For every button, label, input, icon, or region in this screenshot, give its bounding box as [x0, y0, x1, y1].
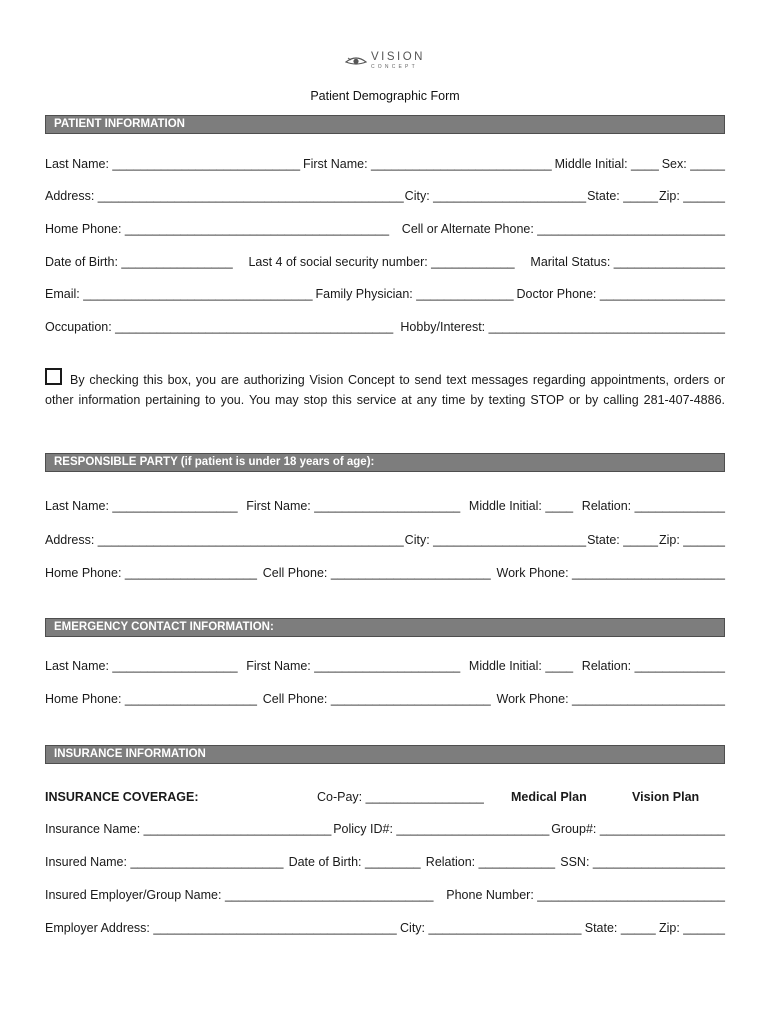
responsible-row-phone — [45, 565, 725, 581]
rp-zip-field[interactable]: Zip: ______ — [658, 533, 725, 547]
first-name-field[interactable]: First Name: __________________________ — [302, 157, 552, 171]
consent-line-1: By checking this box, you are authorizing Vision Concept to send text messages regarding appointments, orders or — [70, 373, 725, 387]
employer-city-field[interactable]: City: ______________________ — [400, 921, 582, 935]
insured-ssn-field[interactable]: SSN: ___________________ — [560, 855, 725, 869]
emergency-row-phone — [45, 691, 725, 707]
group-number-field[interactable]: Group#: __________________ — [551, 822, 725, 836]
ec-work-phone-field[interactable]: Work Phone: ______________________ — [496, 692, 725, 706]
text-consent-checkbox[interactable] — [45, 368, 62, 385]
ec-cell-phone-field[interactable]: Cell Phone: _______________________ — [262, 692, 491, 706]
rp-state-field[interactable]: State: _____ — [587, 533, 658, 547]
insurance-row-name — [45, 821, 725, 837]
ec-last-name-field[interactable]: Last Name: __________________ — [45, 659, 238, 673]
vision-plan-label: Vision Plan — [632, 790, 700, 804]
marital-status-field[interactable]: Marital Status: ________________ — [530, 255, 725, 269]
patient-row-name — [45, 156, 725, 172]
rp-cell-phone-field[interactable]: Cell Phone: _______________________ — [262, 566, 491, 580]
address-field[interactable]: Address: ____________________________________________ — [45, 189, 404, 203]
ec-home-phone-field[interactable]: Home Phone: ___________________ — [45, 692, 257, 706]
medical-plan-label: Medical Plan — [511, 790, 587, 804]
insured-relation-field[interactable]: Relation: ___________ — [425, 855, 556, 869]
rp-city-field[interactable]: City: ______________________ — [404, 533, 587, 547]
patient-row-occupation — [45, 319, 725, 335]
email-field[interactable]: Email: _________________________________ — [45, 287, 313, 301]
home-phone-field[interactable]: Home Phone: ______________________________________ — [45, 222, 390, 236]
ec-middle-initial-field[interactable]: Middle Initial: ____ — [468, 659, 574, 673]
eye-logo-icon — [345, 55, 367, 67]
insurance-coverage-label: INSURANCE COVERAGE: — [45, 790, 199, 804]
vision-concept-logo — [0, 52, 770, 70]
copay-field[interactable]: Co-Pay: _________________ — [317, 790, 484, 804]
rp-last-name-field[interactable]: Last Name: __________________ — [45, 499, 238, 513]
responsible-row-address — [45, 532, 725, 548]
cell-phone-field[interactable]: Cell or Alternate Phone: ___________________________ — [401, 222, 725, 236]
responsible-row-name — [45, 498, 725, 514]
family-physician-field[interactable]: Family Physician: ______________ — [315, 287, 514, 301]
emergency-row-name — [45, 658, 725, 674]
state-field[interactable]: State: _____ — [587, 189, 658, 203]
consent-line-2: other information pertaining to you. You may stop this service at any time by texting STOP or by calling 281-407-4886. — [45, 393, 725, 407]
rp-home-phone-field[interactable]: Home Phone: ___________________ — [45, 566, 257, 580]
insurance-row-employer-address — [45, 920, 725, 936]
rp-relation-field[interactable]: Relation: _____________ — [581, 499, 725, 513]
section-header-insurance-information: INSURANCE INFORMATION — [45, 745, 725, 764]
patient-row-address — [45, 188, 725, 204]
logo-vision-text: VISION — [371, 51, 425, 63]
employer-zip-field[interactable]: Zip: ______ — [658, 921, 725, 935]
rp-first-name-field[interactable]: First Name: _____________________ — [246, 499, 461, 513]
section-header-responsible-party: RESPONSIBLE PARTY (if patient is under 18 years of age): — [45, 453, 725, 472]
policy-id-field[interactable]: Policy ID#: ______________________ — [333, 822, 550, 836]
middle-initial-field[interactable]: Middle Initial: ____ — [554, 157, 659, 171]
rp-work-phone-field[interactable]: Work Phone: ______________________ — [496, 566, 725, 580]
insured-name-field[interactable]: Insured Name: ______________________ — [45, 855, 284, 869]
section-header-patient-information: PATIENT INFORMATION — [45, 115, 725, 134]
insurance-row-employer — [45, 887, 725, 903]
insured-dob-field[interactable]: Date of Birth: ________ — [288, 855, 421, 869]
date-of-birth-field[interactable]: Date of Birth: ________________ — [45, 255, 233, 269]
employer-address-field[interactable]: Employer Address: ___________________________________ — [45, 921, 397, 935]
rp-middle-initial-field[interactable]: Middle Initial: ____ — [468, 499, 574, 513]
doctor-phone-field[interactable]: Doctor Phone: __________________ — [516, 287, 725, 301]
insured-employer-field[interactable]: Insured Employer/Group Name: ______________________________ — [45, 888, 434, 902]
city-field[interactable]: City: ______________________ — [404, 189, 587, 203]
ssn-last4-field[interactable]: Last 4 of social security number: ____________ — [248, 255, 515, 269]
form-title: Patient Demographic Form — [310, 89, 460, 103]
sex-field[interactable]: Sex: _____ — [661, 157, 725, 171]
insurance-name-field[interactable]: Insurance Name: ___________________________ — [45, 822, 332, 836]
logo-concept-text: CONCEPT — [371, 63, 418, 70]
hobby-field[interactable]: Hobby/Interest: __________________________________ — [400, 320, 725, 334]
ec-first-name-field[interactable]: First Name: _____________________ — [246, 659, 461, 673]
zip-field[interactable]: Zip: ______ — [658, 189, 725, 203]
patient-row-email — [45, 286, 725, 302]
employer-phone-field[interactable]: Phone Number: ___________________________ — [446, 888, 725, 902]
patient-row-dob — [45, 254, 725, 270]
ec-relation-field[interactable]: Relation: _____________ — [581, 659, 725, 673]
employer-state-field[interactable]: State: _____ — [584, 921, 656, 935]
rp-address-field[interactable]: Address: ____________________________________________ — [45, 533, 404, 547]
last-name-field[interactable]: Last Name: ___________________________ — [45, 157, 301, 171]
insurance-coverage-row — [45, 789, 725, 805]
patient-row-phone — [45, 221, 725, 237]
insurance-row-insured — [45, 854, 725, 870]
section-header-emergency-contact: EMERGENCY CONTACT INFORMATION: — [45, 618, 725, 637]
occupation-field[interactable]: Occupation: ________________________________________ — [45, 320, 394, 334]
